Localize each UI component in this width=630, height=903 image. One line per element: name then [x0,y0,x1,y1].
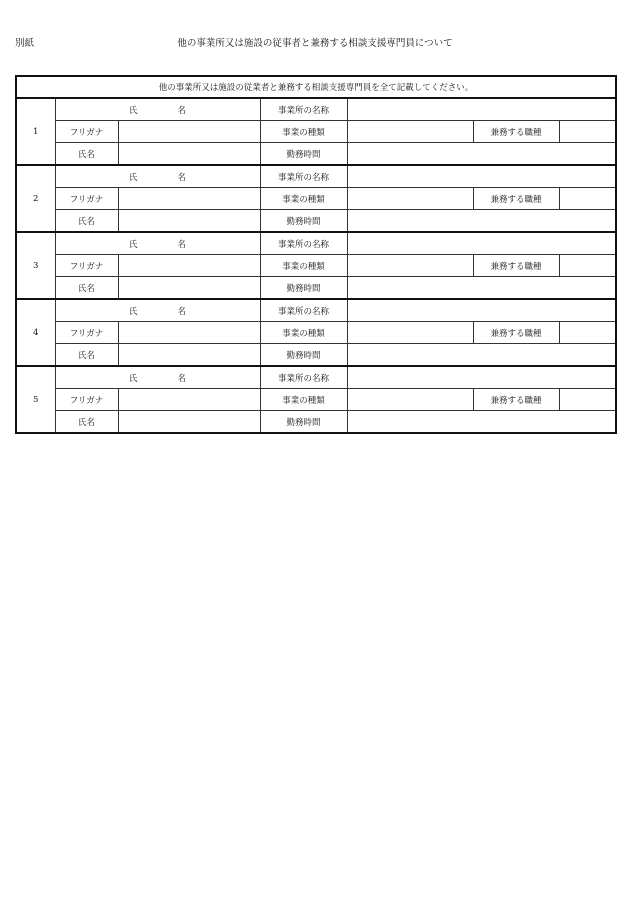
work-hours-field[interactable] [347,411,616,434]
name-header-char2: 名 [177,105,187,116]
name-field[interactable] [118,277,260,300]
office-name-label: 事業所の名称 [260,232,347,255]
concurrent-job-field[interactable] [559,255,616,277]
work-hours-field[interactable] [347,210,616,233]
name-header [55,165,260,188]
name-label: 氏名 [55,143,118,166]
name-header-char1: 氏 [128,373,138,384]
office-name-field[interactable] [347,98,616,121]
business-type-field[interactable] [347,255,473,277]
form-body [16,76,616,433]
concurrent-job-field[interactable] [559,121,616,143]
name-label: 氏名 [55,411,118,434]
business-type-field[interactable] [347,322,473,344]
concurrent-job-field[interactable] [559,389,616,411]
concurrent-job-field[interactable] [559,188,616,210]
work-hours-field[interactable] [347,143,616,166]
furigana-field[interactable] [118,322,260,344]
furigana-label: フリガナ [55,322,118,344]
name-header [55,232,260,255]
entry-number: 5 [16,366,55,433]
concurrent-job-field[interactable] [559,322,616,344]
name-header-char2: 名 [177,306,187,317]
business-type-label: 事業の種類 [260,188,347,210]
name-header-char1: 氏 [128,306,138,317]
furigana-field[interactable] [118,255,260,277]
business-type-label: 事業の種類 [260,255,347,277]
name-header [55,366,260,389]
office-name-field[interactable] [347,299,616,322]
business-type-label: 事業の種類 [260,121,347,143]
business-type-label: 事業の種類 [260,389,347,411]
furigana-field[interactable] [118,389,260,411]
name-header-char2: 名 [177,239,187,250]
name-header-char2: 名 [177,373,187,384]
name-header-char2: 名 [177,172,187,183]
office-name-label: 事業所の名称 [260,299,347,322]
name-header-char1: 氏 [128,239,138,250]
entry-number: 3 [16,232,55,299]
name-field[interactable] [118,411,260,434]
business-type-field[interactable] [347,188,473,210]
document-title: 他の事業所又は施設の従事者と兼務する相談支援専門員について [177,38,453,49]
name-field[interactable] [118,143,260,166]
furigana-field[interactable] [118,188,260,210]
entry-number: 4 [16,299,55,366]
work-hours-label: 勤務時間 [260,344,347,367]
office-name-label: 事業所の名称 [260,98,347,121]
work-hours-label: 勤務時間 [260,143,347,166]
business-type-field[interactable] [347,121,473,143]
name-label: 氏名 [55,210,118,233]
concurrent-job-label: 兼務する職種 [473,121,559,143]
work-hours-label: 勤務時間 [260,277,347,300]
name-header-char1: 氏 [128,105,138,116]
work-hours-label: 勤務時間 [260,411,347,434]
name-label: 氏名 [55,344,118,367]
concurrent-job-label: 兼務する職種 [473,322,559,344]
name-header [55,299,260,322]
name-field[interactable] [118,344,260,367]
furigana-label: フリガナ [55,121,118,143]
concurrent-job-label: 兼務する職種 [473,188,559,210]
business-type-field[interactable] [347,389,473,411]
staff-form-table [15,75,617,434]
name-label: 氏名 [55,277,118,300]
furigana-label: フリガナ [55,255,118,277]
name-header [55,98,260,121]
entry-number: 1 [16,98,55,165]
name-field[interactable] [118,210,260,233]
entry-number: 2 [16,165,55,232]
work-hours-field[interactable] [347,277,616,300]
concurrent-job-label: 兼務する職種 [473,255,559,277]
work-hours-field[interactable] [347,344,616,367]
office-name-field[interactable] [347,232,616,255]
attachment-label: 別紙 [15,38,35,49]
form-instruction: 他の事業所又は施設の従業者と兼務する相談支援専門員を全て記載してください。 [16,76,616,98]
concurrent-job-label: 兼務する職種 [473,389,559,411]
name-header-char1: 氏 [128,172,138,183]
furigana-field[interactable] [118,121,260,143]
office-name-field[interactable] [347,366,616,389]
office-name-label: 事業所の名称 [260,366,347,389]
business-type-label: 事業の種類 [260,322,347,344]
office-name-field[interactable] [347,165,616,188]
furigana-label: フリガナ [55,188,118,210]
furigana-label: フリガナ [55,389,118,411]
office-name-label: 事業所の名称 [260,165,347,188]
work-hours-label: 勤務時間 [260,210,347,233]
